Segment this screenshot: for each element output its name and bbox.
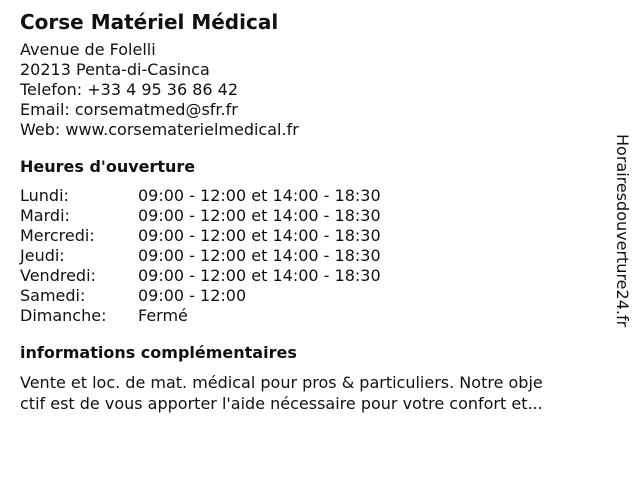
phone-number: Telefon: +33 4 95 36 86 42 [20,80,239,99]
street-address: Avenue de Folelli [20,40,156,59]
hours-row-dimanche [20,306,600,326]
hours-value: 09:00 - 12:00 [138,286,247,305]
hours-row-jeudi [20,246,600,266]
watermark-text: Horairesdouverture24.fr [613,134,632,328]
opening-hours-table [20,186,600,326]
day-label: Jeudi: [20,246,65,265]
business-card [20,8,600,414]
hours-row-lundi [20,186,600,206]
day-label: Lundi: [20,186,69,205]
hours-row-vendredi [20,266,600,286]
day-label: Dimanche: [20,306,107,325]
additional-info-text [20,372,595,414]
day-label: Samedi: [20,286,86,305]
hours-row-mercredi [20,226,600,246]
contact-block [20,40,600,140]
additional-info-line: ctif est de vous apporter l'aide nécessaire pour votre confort et... [20,394,543,413]
hours-value: Fermé [138,306,188,325]
hours-row-samedi [20,286,600,306]
city-address: 20213 Penta-di-Casinca [20,60,210,79]
day-label: Mardi: [20,206,70,225]
email-address: Email: corsematmed@sfr.fr [20,100,238,119]
additional-info-line: Vente et loc. de mat. médical pour pros & particuliers. Notre obje [20,373,543,392]
opening-hours-title: Heures d'ouverture [20,157,196,176]
hours-row-mardi [20,206,600,226]
hours-value: 09:00 - 12:00 et 14:00 - 18:30 [138,246,381,265]
day-label: Mercredi: [20,226,95,245]
additional-info-title: informations complémentaires [20,343,297,362]
hours-value: 09:00 - 12:00 et 14:00 - 18:30 [138,206,381,225]
hours-value: 09:00 - 12:00 et 14:00 - 18:30 [138,226,381,245]
watermark-wrapper [610,134,634,370]
day-label: Vendredi: [20,266,96,285]
business-name: Corse Matériel Médical [20,10,279,34]
website-address: Web: www.corsematerielmedical.fr [20,120,299,139]
hours-value: 09:00 - 12:00 et 14:00 - 18:30 [138,186,381,205]
hours-value: 09:00 - 12:00 et 14:00 - 18:30 [138,266,381,285]
